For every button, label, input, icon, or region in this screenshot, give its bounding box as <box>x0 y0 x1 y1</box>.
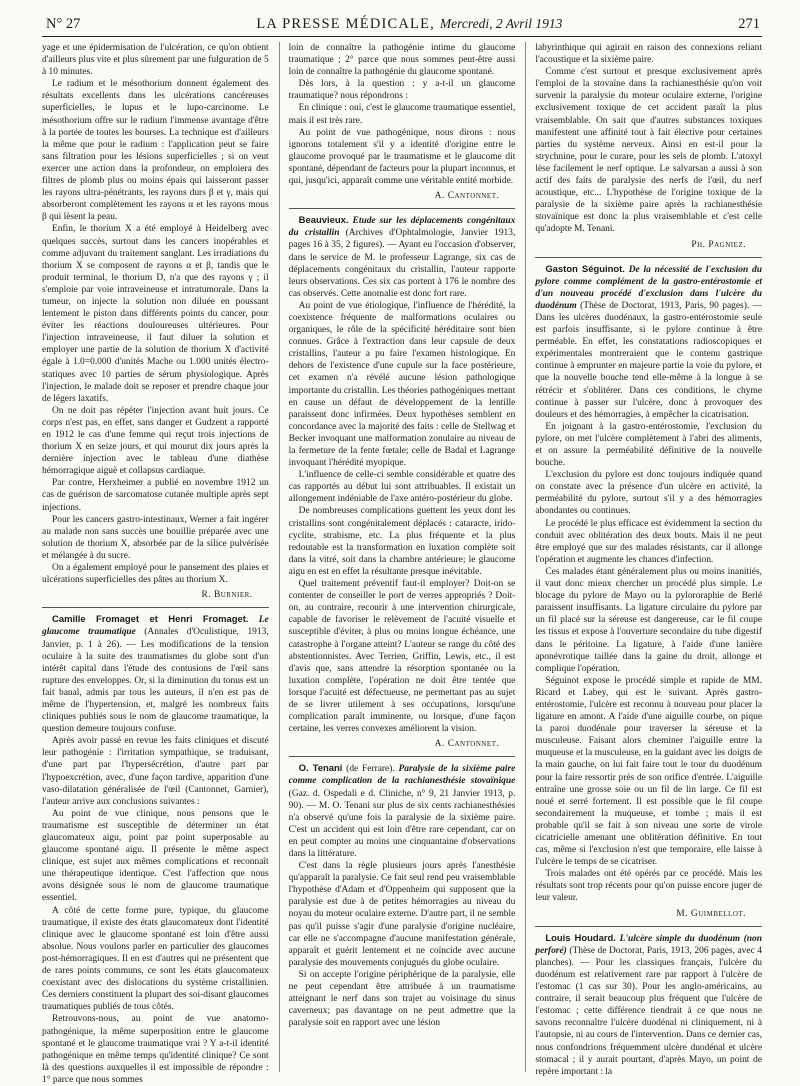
paragraph: Le radium et le mésothorium donnent également des résultats excellents dans les ulcérations cancéreuses superficielles, le lupus et le lupo-carcinome. Le mésothorium offre sur le radium l'immense avantage d'être à la portée de toutes les bourses. La technique est d'ailleurs la même que pour le radium : l'application peut se faire sans filtration pour les lésions superficielles ; si on veut exercer une action dans la profondeur, on emploiera des filtres de plomb plus ou moins épais qui laisseront passer les rayons ultra-pénétrants, les rayons durs β et γ, mais qui absorberont complètement les rayons α et les rayons mous β qui lèsent la peau. <box>42 79 269 223</box>
entry-title: Paralysie de la sixième paire comme complication de la rachianesthésie stovaïnique <box>288 764 516 787</box>
review-entry <box>42 614 269 735</box>
paragraph: Au point de vue pathogénique, nous dirons : nous ignorons totalement s'il y a identité d'origine entre le glaucome provoqué par le traumatisme et le glaucome dit spontané, dépendant de facteurs pour la plupart inconnus, et qui, jusqu'ici, apparaît comme une véritable entité morbide. <box>288 127 516 187</box>
entry-title: Etude sur les déplacements congénitaux du cristallin <box>288 216 516 239</box>
entry-text: (Gaz. d. Ospedali e d. Cliniche, n° 9, 21 Janvier 1913, p. 90). — M. O. Tenani sur plus de six cents rachianesthésies n'a observé qu'une fois la paralysie de la sixième paire. C'est un accident qui est loin d'être rare cependant, car on en peut compter au moins une cinquantaine d'observations dans la littérature. <box>288 788 516 859</box>
paragraph: Quel traitement préventif faut-il employer? Doit-on se contenter de conseiller le port de verres appropriés ? Doit-on, au contraire, recourir à une intervention chirurgicale, capable de favoriser le relèvement de l'acuité visuelle et susceptible d'éviter, à plus ou moins longue échéance, une catastrophe à l'organe atteint? L'auteur se range du côté des abstentionnistes. Avec Terrien, Griffin, Lewis, etc., il est d'avis que, sans attendre la résorption spontanée ou la luxation complète, l'opération ne doit être tentée que lorsque l'acuité est défectueuse, ne permettant pas au sujet de se livrer utilement à ses occupations, lorsqu'une complication paraît imminente, ou lorsque, d'une façon certaine, les verres convexes améliorent la vision. <box>288 579 516 735</box>
entry-author: Camille Fromaget et Henri Fromaget. <box>52 614 249 626</box>
signature: Ph. Pagniez. <box>691 239 747 250</box>
separator <box>289 208 516 209</box>
paragraph: En clinique : oui, c'est le glaucome traumatique essentiel, mais il est très rare. <box>288 103 516 126</box>
entry-text: (Archives d'Ophtalmologie, Janvier 1913, pages 16 à 35, 2 figures). — Ayant eu l'occasion d'observer, dans le service de M. le professeur Lagrange, six cas de déplacements congénitaux du cristallin, l'auteur rapporte leurs observations. Ces six cas portent à 176 le nombre des cas observés. Cette anomalie est donc fort rare. <box>288 228 516 299</box>
issue-number: N° 27 <box>46 16 81 32</box>
signature: R. Burnier. <box>201 590 253 601</box>
entry-title: Le glaucome traumatique <box>42 615 269 638</box>
separator <box>535 257 762 258</box>
entry-author: O. Tenani <box>298 763 343 775</box>
paragraph: Séguinot expose le procédé simple et rapide de MM. Ricard et Labey, qui est le suivant. Après gastro-entérostomie, l'ulcère est reconnu à nouveau pour placer la ligature en amont. A l'aide d'une aiguille courbe, on pique la paroi duodénale pour traverser la séreuse et la musculeuse. Faisant alors cheminer l'aiguille entre la muqueuse et la musculeuse, en la guidant avec les doigts de la main gauche, on lui fait faire tout le tour du duodénum pour la faire ressortir près de son orifice d'entrée. L'aiguille entraîne une grosse soie ou un fil de lin large. Ce fil est noué et serré fortement. Il est possible que le fil coupe secondairement la muqueuse, et tombe ; mais il est probable qu'il se fait à son niveau une sorte de virole cicatricielle amenant une oblitération définitive. En tout cas, même si l'exclusion n'est que temporaire, elle laisse à l'ulcère le temps de se cicatriser. <box>535 675 763 868</box>
entry-title: L'ulcère simple du duodénum (non perforé) <box>535 933 763 956</box>
paragraph: Comme c'est surtout et presque exclusivement après l'emploi de la stovaïne dans la rachianesthésie qu'on voit survenir la paralysie du moteur oculaire externe, l'origine exclusivement toxique de cet accident paraît la plus vraisemblable. On sait que d'autres substances toxiques manifestent une affinité tout à fait élective pour certaines parties du système nerveux. Ainsi en est-il pour la strychnine, pour le curare, pour les sels de plomb. L'atoxyl lèse facilement le nerf optique. Le salvarsan a aussi à son actif des faits de paralysie des nerfs de l'œil, du nerf acoustique, etc... L'hypothèse de l'origine toxique de la paralysie de la sixième paire après la rachianesthésie stovaïnique est donc la plus vraisemblable et c'est celle qu'adopte M. Tenani. <box>535 67 763 235</box>
signature: A. Cantonnet. <box>434 739 500 750</box>
review-entry <box>535 933 762 1078</box>
paragraph: Au point de vue clinique, nous pensons que le traumatisme est susceptible de déterminer un état glaucomateux aigu, point par point superposable au glaucome spontané aigu. Il présente le même aspect clinique, est sujet aux mêmes complications et reconnaît une thérapeutique identique. C'est l'affection que nous avons désignée sous le nom de glaucome traumatique essentiel. <box>42 808 269 904</box>
issue-date: Mercredi, 2 Avril 1913 <box>439 16 563 31</box>
entry-author: Louis Houdard. <box>545 932 616 944</box>
column-1 <box>42 42 269 1085</box>
column-3 <box>525 42 763 1077</box>
entry-title: De la nécessité de l'exclusion du pylore comme complément de la gastro-entérostomie et d'un nouveau procédé d'exclusion dans l'ulcère du duodénum <box>535 264 763 311</box>
entry-text: (Annales d'Oculistique, 1913, Janvier, p. 1 à 26). — Les modifications de la tension oculaire à la suite des traumatismes du globe sont d'un intérêt capital dans l'étude des contusions de l'œil sans rupture des enveloppes. Or, si la diminution du tonus est un fait banal, admis par tous les auteurs, il n'en est pas de même de l'hypertension, et, malgré les nombreux faits cliniques publiés sous le nom de glaucome traumatique, la question demeure toujours confuse. <box>42 627 269 735</box>
paragraph: Trois malades ont été opérés par ce procédé. Mais les résultats sont trop récents pour qu'on puisse encore juger de leur valeur. <box>535 869 763 904</box>
paragraph: De nombreuses complications guettent les yeux dont les cristallins sont congénitalement déplacés : cataracte, irido-cyclite, strabisme, etc. La plus fréquente et la plus redoutable est la transformation en luxation complète soit dans la vitré, soit dans la chambre antérieure; le glaucome aigu en est en effet la résultante presque inévitable. <box>288 506 516 577</box>
paragraph: Enfin, le thorium X a été employé à Heidelberg avec quelques succès, surtout dans les cancers inopérables et comme adjuvant du traitement sanglant. Les irradiations du thorium X se composent de rayons α et β, tandis que le produit terminal, le thorium D, n'a que des rayons γ ; il s'emploie par voie intraveineuse et intratumorale. Dans la tumeur, on injecte la solution non diluée en poussant lentement le piston dans différents points du cancer, pour éviter les réactions douloureuses ultérieures. Pour l'injection intraveineuse, il faut diluer la solution et employer une partie de la solution de thorium X d'activité égale à 1.0=0.000 d'unités Mache ou 1.000 unités électro-statiques avec 10 parties de sérum physiologique. Après l'injection, le malade doit se reposer et prendre chaque jour de légers laxatifs. <box>42 224 269 404</box>
column-2 <box>279 42 516 1072</box>
separator <box>42 607 269 608</box>
separator <box>289 756 516 757</box>
entry-text: (Thèse de Doctorat, 1913, Paris, 90 pages). — Dans les ulcères duodénaux, la gastro-entérostomie seule est parfois insuffisante, si le pylore continue à être perméable. En effet, les constatations radioscopiques et expérimentales montreraient que le contenu gastrique continue à emprunter en majeure partie la voie du pylore, et que la nouvelle bouche tend elle-même à la longue à se rétrécir et s'oblitérer. Dans ces conditions, le chyme continue à passer sur l'ulcère, donc à provoquer des douleurs et des hémorragies, à empêcher la cicatrisation. <box>535 300 763 420</box>
masthead <box>256 16 562 33</box>
review-entry <box>289 763 516 860</box>
signature: M. Guimbellot. <box>676 908 747 919</box>
paragraph: Dès lors, à la question : y a-t-il un glaucome traumatique? nous répondrons : <box>288 79 516 102</box>
paragraph: L'influence de celle-ci semble considérable et quatre des cas rapportés au début lui sont attribuables. Il existait un allongement indéniable de l'axe antéro-postérieur du globe. <box>288 470 516 505</box>
paragraph: On ne doit pas répéter l'injection avant huit jours. Ce corps n'est pas, en effet, sans danger et Gudzent a rapporté en 1912 le cas d'une femme qui reçut trois injections de thorium X en seize jours, et qui mourut dix jours après la dernière injection avec le tableau d'une diathèse hémorragique aiguë et collapsus cardiaque. <box>42 405 269 477</box>
entry-place: (de Ferrare). <box>346 764 395 775</box>
review-entry <box>535 264 762 421</box>
paragraph: Retrouvons-nous, au point de vue anatomo-pathogénique, la même superposition entre le glaucome spontané et le glaucome traumatique vrai ? Y a-t-il identité pathogénique en même temps qu'identité clinique? Ce sont là des questions auxquelles il est impossible de répondre : 1° parce que nous sommes <box>42 1014 269 1085</box>
entry-text: (Thèse de Doctorat, Paris, 1913, 206 pages, avec 4 planches). — Pour les classiques français, l'ulcère du duodénum est relativement rare par rapport à l'ulcère de l'estomac (1 cas sur 30). Pour les anglo-américains, au contraire, il serait beaucoup plus fréquent que l'ulcère de l'estomac ; cette différence tiendrait à ce que nous ne savons reconnaître l'ulcère duodénal ni cliniquement, ni à l'autopsie, ni au cours de l'intervention. Dans ce dernier cas, nous confondrions fréquemment ulcère duodénal et ulcère stomacal ; il y aurait pourtant, d'après Mayo, un point de repère important : la <box>535 945 763 1077</box>
columns <box>42 42 763 1085</box>
page-header <box>42 16 762 37</box>
paragraph: loin de connaître la pathogénie intime du glaucome traumatique ; 2° parce que nous sommes peut-être aussi loin de connaître la pathogénie du glaucome spontané. <box>288 43 516 78</box>
paragraph: L'exclusion du pylore est donc toujours indiquée quand on constate avec la présence d'un ulcère en activité, la perméabilité du pylore, surtout s'il y a des hémorragies abondantes ou continues. <box>535 470 763 517</box>
entry-author: Gaston Séguinot. <box>545 263 625 275</box>
separator <box>535 926 762 927</box>
paragraph: Après avoir passé en revue les faits cliniques et discuté leur pathogénie : l'irritation sympathique, se traduisant, d'une part par l'hypersécrétion, d'autre part par l'hypoexcrétion, avec, d'une façon tardive, apparition d'une vaso-dilatation généralisée de l'œil (Cantonnet, Garnier), l'auteur arrive aux conclusions suivantes : <box>42 736 269 807</box>
paragraph: On a également employé pour le pansement des plaies et ulcérations superficielles des pâtes au thorium X. <box>42 563 269 586</box>
entry-author: Beauvieux. <box>298 215 349 227</box>
paragraph: yage et une épidermisation de l'ulcération, ce qu'on obtient d'ailleurs plus vite et plus sûrement par une fulguration de 5 à 10 minutes. <box>42 43 269 78</box>
paragraph: Si on accepte l'origine périphérique de la paralysie, elle ne peut cependant être attribuée à un traumatisme atteignant le nerf dans son trajet au voisinage du sinus caverneux; pas davantage on ne peut admettre que la paralysie soit en rapport avec une lésion <box>288 969 516 1029</box>
page-number: 271 <box>738 16 760 32</box>
paragraph: A côté de cette forme pure, typique, du glaucome traumatique, il existe des états glaucomateux dont l'identité clinique avec le glaucome spontané est loin d'être aussi absolue. Nous voulons parler en particulier des glaucomes post-hémorragiques. Il en est d'autres qui ne présentent que de rares points communs, ce sont les états glaucomateux coexistant avec des dislocations du système cristallinien. Ces derniers constituent la plupart des soi-disant glaucomes traumatiques publiés de tous côtés. <box>42 905 269 1013</box>
journal-name: LA PRESSE MÉDICALE, <box>256 16 436 32</box>
review-entry <box>289 215 516 300</box>
paragraph: Par contre, Herxheimer a publié en novembre 1912 un cas de guérison de sarcomatose cutanée multiple après sept injections. <box>42 478 269 513</box>
paragraph: Pour les cancers gastro-intestinaux, Werner a fait ingérer au malade non sans succès une bouillie préparée avec une solution de thorium X, absorbée par de la silice pulvérisée et mélangée à du sucre. <box>42 514 269 561</box>
paragraph: Ces malades étant généralement plus ou moins inanitiés, il vaut donc mieux chercher un procédé plus simple. Le blocage du pylore de Mayo ou la pylororaphie de Berlé paraissent insuffisants. La ligature circulaire du pylore par un fil placé sur la séreuse est dangereuse, car le fil coupe les tissus et expose à l'ouverture secondaire du tube digestif dans le péritoine. La ligature, à l'aide d'une lanière aponévrotique taillée dans la gaine du droit, allonge et complique l'opération. <box>535 566 763 674</box>
paragraph: Le procédé le plus efficace est évidemment la section du conduit avec oblitération des deux bouts. Mais il ne peut être employé que sur des malades résistants, car il allonge l'opération et augmente les chances d'infection. <box>535 518 763 565</box>
paragraph: C'est dans la règle plusieurs jours après l'anesthésie qu'apparaît la paralysie. Ce fait seul rend peu vraisemblable l'hypothèse d'Adam et d'Oppenheim qui supposent que la paralysie est due à de petites hémorragies au niveau du noyau du moteur oculaire externe. D'autre part, il ne semble pas qu'il puisse s'agir d'une paralysie d'origine nucléaire, car elle ne s'accompagne d'aucune manifestation générale, apparaît et guérit lentement et ne coïncide avec aucune paralysie des mouvements conjugués du globe oculaire. <box>288 861 516 968</box>
paragraph: En joignant à la gastro-entérostomie, l'exclusion du pylore, on met l'ulcère complètement à l'abri des aliments, et on assure la perméabilité définitive de la nouvelle bouche. <box>535 421 763 469</box>
signature: A. Cantonnet. <box>434 191 500 202</box>
paragraph: labyrinthique qui agirait en raison des connexions reliant l'acoustique et la sixième paire. <box>535 43 763 66</box>
paragraph: Au point de vue étiologique, l'influence de l'hérédité, la coexistence fréquente de malformations oculaires ou organiques, le rôle de la spécificité héréditaire sont bien connues. Grâce à l'extraction dans leur capsule de deux cristallins, l'auteur a pu faire l'examen histologique. En dehors de l'existence d'une cupule sur la face postérieure, cet examen n'a révélé aucune lésion pathologique importante du cristallin. Les théories pathogéniques mettant en cause un défaut de développement de la lentille paraissent donc infirmées. Deux hypothèses semblent en concordance avec la majorité des faits : celle de Stellwag et Becker invoquant une malformation zonulaire au niveau de la fermeture de la fente fœtale; celle de Badal et Lagrange invoquant l'hérédité myopique. <box>288 300 516 469</box>
